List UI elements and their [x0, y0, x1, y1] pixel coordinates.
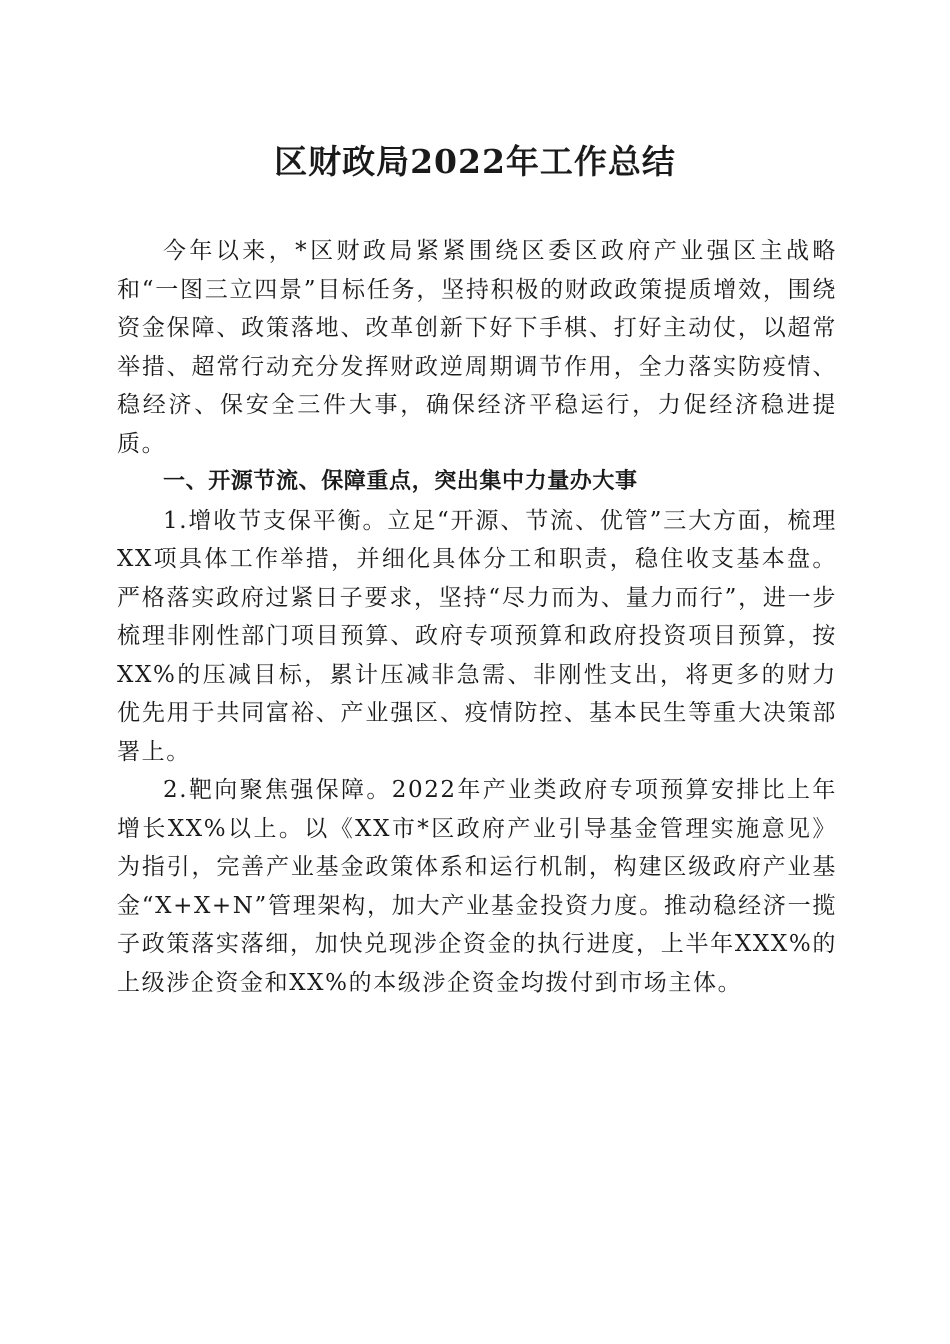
document-title: 区财政局2022年工作总结 — [274, 142, 676, 181]
item-paragraph-2: 2.靶向聚焦强保障。2022年产业类政府专项预算安排比上年增长XX%以上。以《XX市*区政府产业引导基金管理实施意见》为指引，完善产业基金政策体系和运行机制，构建区级政府产业基金“X+X+N”管理架构，加大产业基金投资力度。推动稳经济一揽子政策落实落细，加快兑现涉企资金的执行进度，上半年XXX%的上级涉企资金和XX%的本级涉企资金均拨付到市场主体。 — [117, 777, 837, 996]
section-heading-1: 一、开源节流、保障重点，突出集中力量办大事 — [163, 469, 638, 494]
document-body — [117, 232, 837, 1002]
intro-paragraph: 今年以来，*区财政局紧紧围绕区委区政府产业强区主战略和“一图三立四景”目标任务，坚持积极的财政政策提质增效，围绕资金保障、政策落地、改革创新下好下手棋、打好主动仗，以超常举措、超常行动充分发挥财政逆周期调节作用，全力落实防疫情、稳经济、保安全三件大事，确保经济平稳运行，力促经济稳进提质。 — [117, 238, 837, 457]
item-paragraph-1: 1.增收节支保平衡。立足“开源、节流、优管”三大方面，梳理XX项具体工作举措，并细化具体分工和职责，稳住收支基本盘。严格落实政府过紧日子要求，坚持“尽力而为、量力而行”，进一步梳理非刚性部门项目预算、政府专项预算和政府投资项目预算，按XX%的压减目标，累计压减非急需、非刚性支出，将更多的财力优先用于共同富裕、产业强区、疫情防控、基本民生等重大决策部署上。 — [117, 507, 837, 765]
